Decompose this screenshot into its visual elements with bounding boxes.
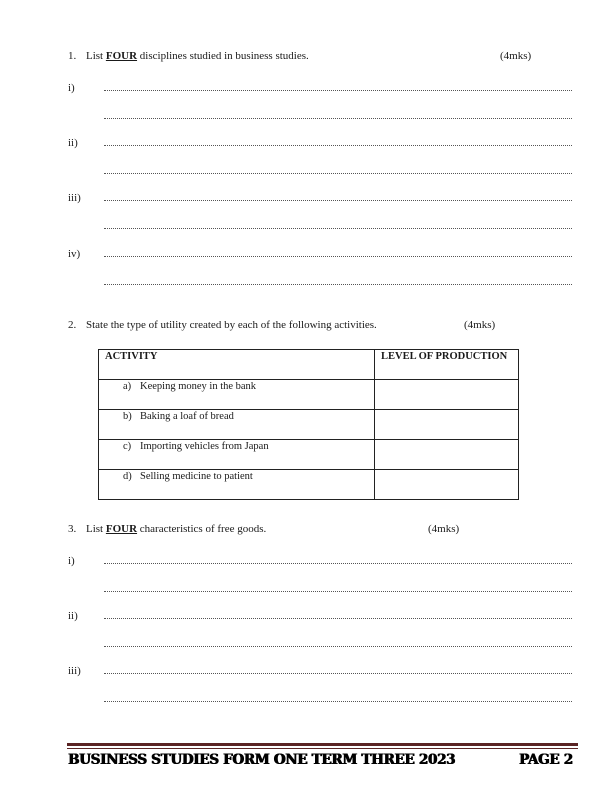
answer-label: ii) bbox=[68, 137, 78, 149]
activity-cell: a) Keeping money in the bank bbox=[99, 380, 375, 410]
answer-line[interactable] bbox=[104, 618, 572, 619]
answer-cell[interactable] bbox=[375, 380, 519, 410]
answer-line[interactable] bbox=[104, 118, 572, 119]
answer-label: iv) bbox=[68, 248, 81, 260]
footer-title: BUSINESS STUDIES FORM ONE TERM THREE 2023 bbox=[68, 752, 456, 768]
answer-line[interactable] bbox=[104, 673, 572, 674]
question-3: 3. List FOUR characteristics of free goods. bbox=[68, 523, 267, 535]
emphasis-four: FOUR bbox=[105, 50, 138, 62]
table-row bbox=[99, 440, 519, 470]
footer-rule-thick bbox=[67, 743, 578, 746]
question-2: 2. State the type of utility created by each of the following activities. bbox=[68, 319, 377, 331]
question-1-marks: (4mks) bbox=[500, 50, 532, 62]
answer-line[interactable] bbox=[104, 591, 572, 592]
question-1: 1. List FOUR disciplines studied in business studies. bbox=[68, 50, 309, 62]
question-3-marks: (4mks) bbox=[428, 523, 460, 535]
answer-cell[interactable] bbox=[375, 470, 519, 500]
answer-line[interactable] bbox=[104, 284, 572, 285]
answer-line[interactable] bbox=[104, 173, 572, 174]
answer-label: iii) bbox=[68, 192, 81, 204]
answer-line[interactable] bbox=[104, 646, 572, 647]
answer-label: ii) bbox=[68, 610, 78, 622]
question-number: 3. bbox=[68, 523, 77, 535]
table-row bbox=[99, 410, 519, 440]
question-number: 1. bbox=[68, 50, 77, 62]
answer-line[interactable] bbox=[104, 200, 572, 201]
footer-page-number: PAGE 2 bbox=[519, 752, 573, 768]
activity-table bbox=[98, 349, 519, 500]
answer-label: i) bbox=[68, 82, 75, 94]
table-header-row bbox=[99, 350, 519, 380]
table-row bbox=[99, 380, 519, 410]
emphasis-four: FOUR bbox=[105, 523, 138, 535]
answer-label: iii) bbox=[68, 665, 81, 677]
answer-line[interactable] bbox=[104, 228, 572, 229]
answer-line[interactable] bbox=[104, 563, 572, 564]
answer-cell[interactable] bbox=[375, 440, 519, 470]
table-row bbox=[99, 470, 519, 500]
activity-cell: b) Baking a loaf of bread bbox=[99, 410, 375, 440]
column-header-activity: ACTIVITY bbox=[99, 350, 375, 380]
activity-cell: c) Importing vehicles from Japan bbox=[99, 440, 375, 470]
answer-line[interactable] bbox=[104, 145, 572, 146]
answer-line[interactable] bbox=[104, 90, 572, 91]
answer-line[interactable] bbox=[104, 256, 572, 257]
answer-line[interactable] bbox=[104, 701, 572, 702]
activity-cell: d) Selling medicine to patient bbox=[99, 470, 375, 500]
column-header-level: LEVEL OF PRODUCTION bbox=[375, 350, 519, 380]
footer-rule-thin bbox=[67, 748, 578, 749]
question-2-marks: (4mks) bbox=[464, 319, 496, 331]
answer-label: i) bbox=[68, 555, 75, 567]
answer-cell[interactable] bbox=[375, 410, 519, 440]
question-number: 2. bbox=[68, 319, 77, 331]
